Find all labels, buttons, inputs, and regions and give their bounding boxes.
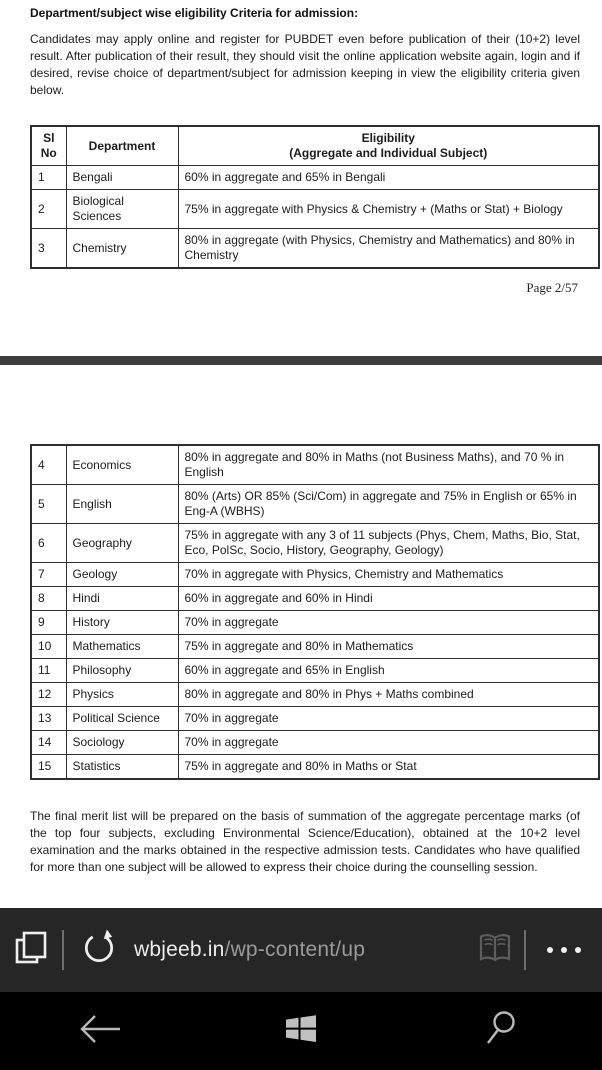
page-number-label: Page 2/57	[526, 280, 578, 295]
row-department: Chemistry	[66, 229, 178, 269]
row-no: 7	[31, 563, 66, 587]
eligibility-table-1	[30, 125, 600, 269]
intro-paragraph: Candidates may apply online and register for PUBDET even before publication of their (10+2) level result. After publication of their result, they should visit the online application website again, login and if desired, revise choice of department/subject for admission keeping in view the eligibility criteria given below.	[30, 32, 580, 97]
row-eligibility: 60% in aggregate and 65% in English	[178, 659, 599, 683]
row-department: English	[66, 485, 178, 524]
row-no: 6	[31, 524, 66, 563]
row-no: 2	[31, 190, 66, 229]
url-domain: wbjeeb.in	[134, 938, 225, 961]
table-row	[31, 755, 599, 780]
row-no: 12	[31, 683, 66, 707]
row-department: Hindi	[66, 587, 178, 611]
row-eligibility: 75% in aggregate and 80% in Maths or Stat	[178, 755, 599, 780]
table-row	[31, 683, 599, 707]
row-department: Physics	[66, 683, 178, 707]
row-no: 4	[31, 445, 66, 485]
row-department: Political Science	[66, 707, 178, 731]
table-row	[31, 731, 599, 755]
windows-start-icon	[284, 1012, 318, 1051]
row-eligibility: 70% in aggregate	[178, 731, 599, 755]
table-row	[31, 229, 599, 269]
row-department: Sociology	[66, 731, 178, 755]
row-department: Philosophy	[66, 659, 178, 683]
row-no: 11	[31, 659, 66, 683]
row-department: Biological Sciences	[66, 190, 178, 229]
row-eligibility: 70% in aggregate	[178, 707, 599, 731]
reading-view-button[interactable]	[466, 908, 524, 992]
table-header-row	[31, 126, 599, 166]
row-department: Geography	[66, 524, 178, 563]
more-button[interactable]	[526, 908, 602, 992]
back-button[interactable]	[0, 992, 201, 1070]
table-row	[31, 445, 599, 485]
table-row	[31, 485, 599, 524]
pdf-page-2	[0, 0, 602, 296]
row-department: Economics	[66, 445, 178, 485]
url-path: /wp-content/up	[224, 938, 366, 961]
row-eligibility: 70% in aggregate with Physics, Chemistry and Mathematics	[178, 563, 599, 587]
row-eligibility: 75% in aggregate with Physics & Chemistry + (Maths or Stat) + Biology	[178, 190, 599, 229]
eligibility-table-2	[30, 444, 600, 780]
row-no: 5	[31, 485, 66, 524]
tabs-button[interactable]	[0, 908, 62, 992]
url-bar[interactable]	[134, 908, 466, 992]
refresh-button[interactable]	[64, 908, 134, 992]
row-no: 1	[31, 166, 66, 190]
row-eligibility: 70% in aggregate	[178, 611, 599, 635]
browser-address-bar	[0, 908, 602, 992]
row-no: 8	[31, 587, 66, 611]
closing-paragraph: The final merit list will be prepared on the basis of summation of the aggregate percentage marks (of the top four subjects, excluding Environmental Science/Education), obtained at the 10+2 level examination and the marks obtained in the respective admission tests. Candidates who have qualified for more than one subject will be allowed to express their choice during the counselling session.	[30, 809, 580, 874]
table-row	[31, 524, 599, 563]
table-row	[31, 611, 599, 635]
table-row	[31, 587, 599, 611]
search-button[interactable]	[401, 992, 602, 1070]
row-eligibility: 80% in aggregate (with Physics, Chemistry and Mathematics) and 80% in Chemistry	[178, 229, 599, 269]
row-eligibility: 60% in aggregate and 60% in Hindi	[178, 587, 599, 611]
pdf-page-3	[0, 444, 602, 876]
row-no: 3	[31, 229, 66, 269]
pdf-page-separator	[0, 356, 602, 365]
col-header-department: Department	[66, 126, 178, 166]
table-row	[31, 707, 599, 731]
row-no: 9	[31, 611, 66, 635]
row-department: Statistics	[66, 755, 178, 780]
search-icon	[484, 1010, 520, 1053]
row-eligibility: 80% in aggregate and 80% in Phys + Maths combined	[178, 683, 599, 707]
more-icon	[547, 947, 581, 953]
table-row	[31, 563, 599, 587]
row-no: 10	[31, 635, 66, 659]
row-eligibility: 75% in aggregate with any 3 of 11 subjects (Phys, Chem, Maths, Bio, Stat, Eco, PolSc, Socio, History, Geography, Geology)	[178, 524, 599, 563]
col-header-slno: Sl No	[31, 126, 66, 166]
row-no: 14	[31, 731, 66, 755]
reading-view-icon	[477, 931, 513, 970]
row-department: Mathematics	[66, 635, 178, 659]
tabs-icon	[14, 930, 48, 971]
table-row	[31, 659, 599, 683]
row-department: Geology	[66, 563, 178, 587]
row-no: 15	[31, 755, 66, 780]
row-eligibility: 80% (Arts) OR 85% (Sci/Com) in aggregate and 75% in English or 65% in Eng-A (WBHS)	[178, 485, 599, 524]
refresh-icon	[80, 929, 118, 972]
row-department: History	[66, 611, 178, 635]
col-header-eligibility: Eligibility (Aggregate and Individual Subject)	[178, 126, 599, 166]
row-department: Bengali	[66, 166, 178, 190]
start-button[interactable]	[201, 992, 402, 1070]
table-row	[31, 166, 599, 190]
table-row	[31, 190, 599, 229]
row-eligibility: 80% in aggregate and 80% in Maths (not Business Maths), and 70 % in English	[178, 445, 599, 485]
table-row	[31, 635, 599, 659]
row-eligibility: 75% in aggregate and 80% in Mathematics	[178, 635, 599, 659]
doc-heading: Department/subject wise eligibility Criteria for admission:	[30, 6, 359, 20]
back-icon	[78, 1013, 122, 1050]
row-eligibility: 60% in aggregate and 65% in Bengali	[178, 166, 599, 190]
system-nav-bar	[0, 992, 602, 1070]
row-no: 13	[31, 707, 66, 731]
